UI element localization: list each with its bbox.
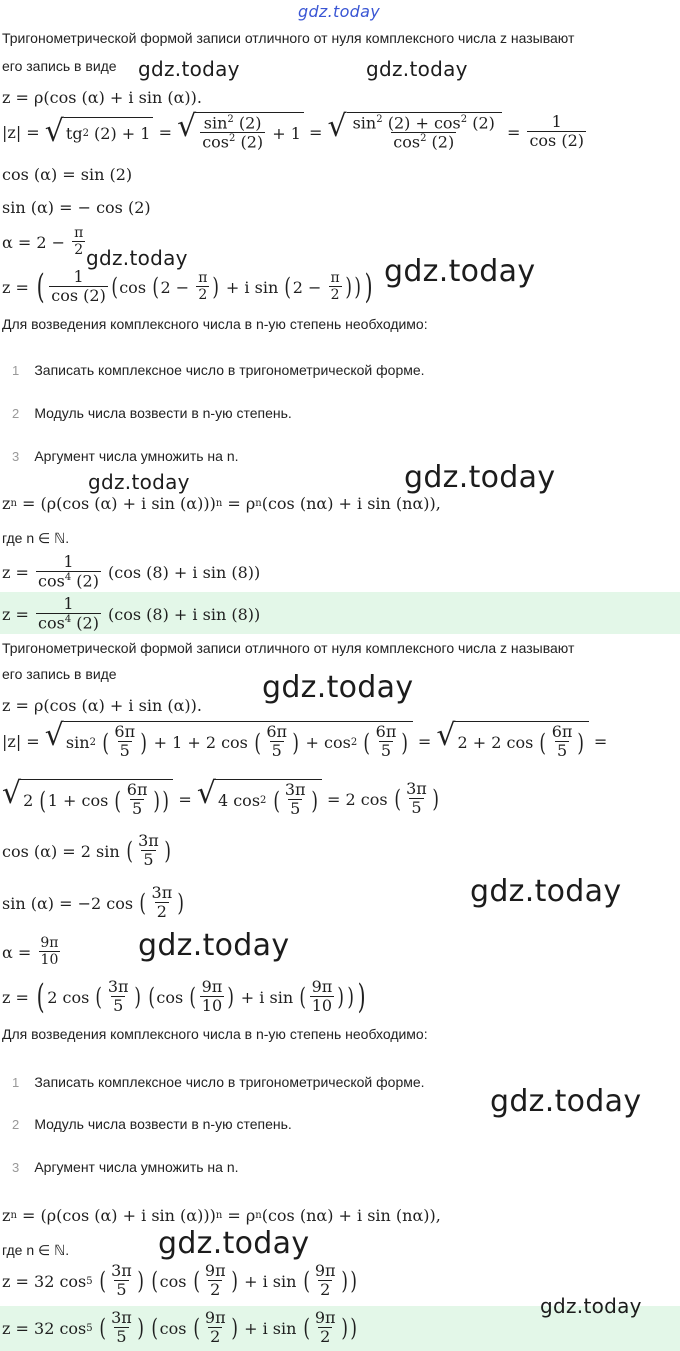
where-n: где n ∈ ℕ.: [2, 1242, 70, 1258]
intro-line-1: Тригонометрической формой записи отличного от нуля комплексного числа z называют: [2, 640, 575, 656]
watermark: gdz.today: [540, 1294, 642, 1318]
intro-line-2: его запись в виде: [2, 666, 117, 682]
list-item: [12, 1157, 239, 1176]
list-item: [12, 1114, 292, 1133]
list-item: [12, 403, 292, 422]
formula-alpha-2: α = 9π 10: [2, 935, 59, 968]
steps-title: Для возведения комплексного числа в n-ую степень необходимо:: [2, 316, 428, 332]
list-item: [12, 360, 425, 379]
list-text: Записать комплексное число в тригонометрической форме.: [34, 1074, 425, 1090]
formula-answer-1: z = 1 $\cos^4 (2)$ (cos (8) + i sin (8)): [2, 593, 261, 632]
formula-result-1: z = 1 $\cos^4 (2)$ (cos (8) + i sin (8)): [2, 551, 261, 590]
formula-z-trig-2: z = ( 2 cos ( 3π 5 ) ( cos ( 9π 10 ) + i sin ( 9π 10 ) ) ): [2, 976, 366, 1017]
formula-modulus: |z| = √ tg 2 (2) + 1 = √ $\sin^2 (2)$ $\cos^2 (2)$ + 1 = √ $\sin^2 (2) + \cos^2 (2)$ $\cos^2 (2)$ = 1 cos (2): [2, 109, 585, 152]
steps-title: Для возведения комплексного числа в n-ую степень необходимо:: [2, 1026, 428, 1042]
watermark: gdz.today: [88, 470, 190, 494]
formula-trig-form: z = ρ(cos (α) + i sin (α)).: [2, 88, 202, 107]
watermark: gdz.today: [158, 1226, 310, 1261]
watermark: gdz.today: [490, 1084, 642, 1119]
intro-line-1: Тригонометрической формой записи отличного от нуля комплексного числа z называют: [2, 30, 575, 46]
list-number: 2: [12, 1117, 20, 1132]
where-n: где n ∈ ℕ.: [2, 530, 70, 546]
watermark: gdz.today: [86, 246, 188, 270]
formula-trig-form: z = ρ(cos (α) + i sin (α)).: [2, 696, 202, 715]
list-number: 3: [12, 449, 20, 464]
list-number: 1: [12, 363, 20, 378]
formula-z-trig: z = ( 1 cos (2) ( cos ( 2 − π 2 ) + i sin ( 2 − π 2 ) ) ): [2, 266, 374, 307]
formula-de-moivre-2: z n = (ρ(cos (α) + i sin (α))) n = ρ n (cos (nα) + i sin (nα)),: [2, 1206, 441, 1225]
list-number: 3: [12, 1160, 20, 1175]
formula-sin-alpha: sin (α) = − cos (2): [2, 198, 151, 217]
list-number: 2: [12, 406, 20, 421]
list-text: Записать комплексное число в тригонометрической форме.: [34, 362, 425, 378]
formula-result-2: z = 32 cos 5 ( 3π 5 ) ( cos ( 9π 2 ) + i sin ( 9π 2 ) ): [2, 1260, 357, 1299]
formula-modulus-3: √ 2 ( 1 + cos ( 6π 5 ) ) = √ 4 cos 2 ( 3π 5 ) = 2 cos ( 3π 5 ): [2, 776, 439, 819]
formula-modulus-2: |z| = √ sin 2 ( 6π 5 ) + 1 + 2 cos ( 6π 5 ) + cos 2 ( 6π 5 ) = √ 2 + 2 cos ( 6π 5 ) =: [2, 718, 608, 761]
formula-cos-alpha-2: cos (α) = 2 sin ( 3π 5 ): [2, 830, 171, 869]
intro-line-2: его запись в виде: [2, 58, 117, 74]
watermark: gdz.today: [138, 57, 240, 81]
list-text: Аргумент числа умножить на n.: [34, 448, 239, 464]
watermark-top: gdz.today: [298, 2, 380, 21]
list-item: [12, 446, 239, 465]
watermark: gdz.today: [262, 670, 414, 705]
watermark: gdz.today: [470, 874, 622, 909]
formula-alpha: α = 2 − π 2: [2, 225, 84, 258]
formula-de-moivre: z n = (ρ(cos (α) + i sin (α))) n = ρ n (cos (nα) + i sin (nα)),: [2, 494, 441, 513]
list-text: Модуль числа возвести в n-ую степень.: [34, 1116, 292, 1132]
formula-cos-alpha: cos (α) = sin (2): [2, 165, 133, 184]
list-item: [12, 1072, 425, 1091]
list-text: Аргумент числа умножить на n.: [34, 1159, 239, 1175]
list-text: Модуль числа возвести в n-ую степень.: [34, 405, 292, 421]
formula-answer-2: z = 32 cos 5 ( 3π 5 ) ( cos ( 9π 2 ) + i sin ( 9π 2 ) ): [2, 1307, 357, 1346]
watermark: gdz.today: [404, 460, 556, 495]
watermark: gdz.today: [138, 928, 290, 963]
formula-sin-alpha-2: sin (α) = −2 cos ( 3π 2 ): [2, 882, 185, 921]
watermark: gdz.today: [384, 254, 536, 289]
watermark: gdz.today: [366, 57, 468, 81]
list-number: 1: [12, 1075, 20, 1090]
